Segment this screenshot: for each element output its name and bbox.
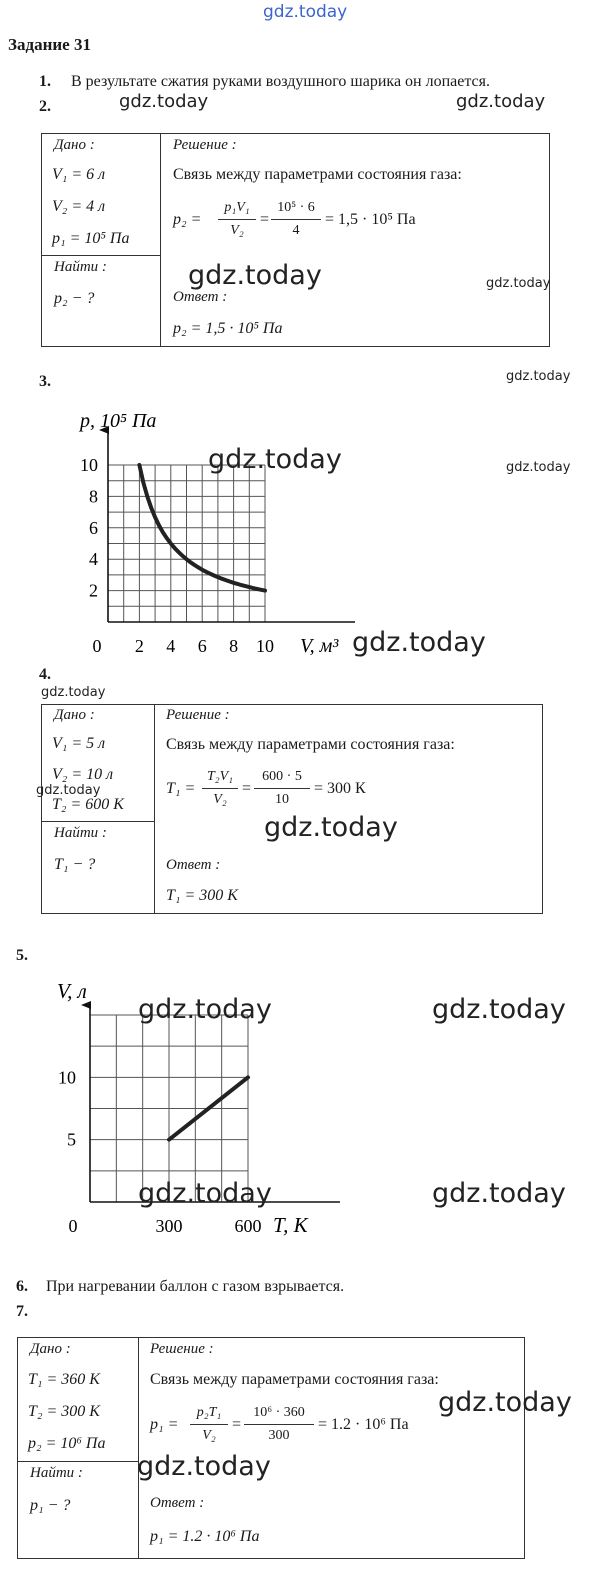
- q2-divider-h: [41, 255, 161, 256]
- watermark: gdz.today: [208, 444, 342, 475]
- watermark: gdz.today: [36, 783, 101, 798]
- q2-eq1: =: [260, 211, 270, 228]
- chart1-ylabel: p, 10⁵ Па: [80, 410, 157, 432]
- q4-find: T₁ − ?: [54, 856, 96, 873]
- q4-given-v1: V₁ = 5 л: [52, 735, 106, 752]
- watermark: gdz.today: [438, 1387, 572, 1418]
- q3-number: 3.: [39, 373, 51, 390]
- q2-solution-text: Связь между параметрами состояния газа:: [173, 166, 462, 183]
- q4-eq1: =: [242, 780, 252, 797]
- q2-frac2-num: 10⁵ · 6: [277, 200, 315, 215]
- q7-solution-label: Решение :: [150, 1341, 214, 1357]
- q7-find-label: Найти :: [30, 1465, 83, 1481]
- q7-frac1-num: p₂T₁: [196, 1405, 222, 1420]
- chart1-xtick-6: 6: [197, 636, 207, 656]
- q7-number: 7.: [16, 1303, 28, 1320]
- q2-answer-label: Ответ :: [173, 289, 228, 305]
- q4-frac2-bar: [254, 788, 310, 789]
- chart2-ytick-10: 10: [58, 1067, 76, 1088]
- q2-given-p1: p₁ = 10⁵ Па: [52, 230, 130, 247]
- q7-given-t2: T₂ = 300 К: [28, 1403, 100, 1420]
- q7-frac2-bar: [244, 1424, 314, 1425]
- q4-divider-h: [41, 821, 155, 822]
- q6-number: 6.: [16, 1278, 28, 1295]
- watermark: gdz.today: [41, 685, 106, 700]
- q4-result: = 300 К: [314, 780, 366, 797]
- q7-frac2-num: 10⁶ · 360: [253, 1405, 305, 1420]
- q2-frac2-den: 4: [292, 223, 300, 238]
- watermark: gdz.today: [188, 260, 322, 291]
- q1-text: В результате сжатия руками воздушного шарика он лопается.: [71, 73, 490, 90]
- q4-frac1-den: V₂: [213, 792, 227, 807]
- chart-pressure-volume: [0, 390, 390, 670]
- q4-divider-v: [154, 704, 155, 913]
- q7-given-t1: T₁ = 360 К: [28, 1371, 100, 1388]
- watermark: gdz.today: [264, 812, 398, 843]
- chart1-xtick-0: 0: [92, 636, 102, 656]
- chart2-xtick-600: 600: [234, 1216, 262, 1236]
- q4-find-label: Найти :: [54, 825, 107, 841]
- q1-number: 1.: [39, 73, 51, 90]
- chart2-xtick-300: 300: [155, 1216, 183, 1236]
- q4-given-v2: V₂ = 10 л: [52, 766, 114, 783]
- chart2-xlabel: T, К: [273, 1213, 308, 1237]
- q2-solution-label: Решение :: [173, 137, 237, 153]
- watermark: gdz.today: [486, 276, 551, 291]
- watermark: gdz.today: [432, 1178, 566, 1209]
- q2-result: = 1,5 · 10⁵ Па: [325, 211, 416, 228]
- q2-frac1-den: V₂: [230, 223, 244, 238]
- watermark: gdz.today: [432, 994, 566, 1025]
- chart1-xtick-10: 10: [256, 636, 274, 656]
- q4-given-label: Дано :: [54, 707, 95, 723]
- chart1-xtick-2: 2: [134, 636, 144, 656]
- q4-frac1-num: T₂V₁: [206, 769, 234, 784]
- q4-formula-lhs: T₁ =: [166, 780, 196, 797]
- q7-find: p₁ − ?: [30, 1497, 71, 1514]
- watermark: gdz.today: [137, 1451, 271, 1482]
- q7-frac1-den: V₂: [202, 1428, 216, 1443]
- watermark-top: gdz.today: [263, 2, 348, 22]
- q4-answer-label: Ответ :: [166, 857, 221, 873]
- q2-number: 2.: [39, 98, 51, 115]
- q2-frac1-num: p₁V₁: [224, 200, 250, 215]
- q7-given-p2: p₂ = 10⁶ Па: [28, 1435, 106, 1452]
- watermark: gdz.today: [506, 369, 571, 384]
- q2-divider-v: [160, 133, 161, 346]
- chart2-ytick-5: 5: [67, 1129, 76, 1150]
- q7-answer: p₁ = 1.2 · 10⁶ Па: [150, 1528, 260, 1545]
- chart1-ytick-2: 2: [89, 580, 98, 601]
- chart1-ytick-4: 4: [89, 549, 98, 570]
- q5-number: 5.: [16, 947, 28, 964]
- q7-result: = 1.2 · 10⁶ Па: [318, 1416, 409, 1433]
- q4-given-t2: T₂ = 600 К: [52, 796, 124, 813]
- watermark: gdz.today: [119, 91, 209, 112]
- watermark: gdz.today: [506, 460, 571, 475]
- q4-number: 4.: [39, 666, 51, 683]
- chart2-grid: [90, 1015, 248, 1202]
- q7-answer-label: Ответ :: [150, 1495, 205, 1511]
- q2-given-v2: V₂ = 4 л: [52, 198, 106, 215]
- q7-frac2-den: 300: [268, 1428, 290, 1443]
- q2-given-label: Дано :: [54, 137, 95, 153]
- chart1-grid: [108, 465, 265, 622]
- watermark: gdz.today: [352, 627, 486, 658]
- q7-eq1: =: [232, 1416, 242, 1433]
- chart1-xtick-4: 4: [166, 636, 176, 656]
- q7-given-label: Дано :: [30, 1341, 71, 1357]
- q7-solution-text: Связь между параметрами состояния газа:: [150, 1371, 439, 1388]
- q4-solution-text: Связь между параметрами состояния газа:: [166, 736, 455, 753]
- q4-frac1-bar: [202, 788, 238, 789]
- q2-answer: p₂ = 1,5 · 10⁵ Па: [173, 320, 283, 337]
- q6-text: При нагревании баллон с газом взрывается.: [46, 1278, 345, 1295]
- q2-frac1-bar: [218, 219, 256, 220]
- watermark: gdz.today: [456, 91, 546, 112]
- page-title: Задание 31: [8, 35, 91, 54]
- watermark: gdz.today: [138, 1178, 272, 1209]
- q2-frac2-bar: [271, 219, 321, 220]
- watermark: gdz.today: [138, 994, 272, 1025]
- chart1-xtick-8: 8: [229, 636, 239, 656]
- q7-formula-lhs: p₁ =: [150, 1416, 179, 1433]
- chart1-ytick-8: 8: [89, 486, 98, 507]
- q7-divider-v: [138, 1337, 139, 1558]
- q4-solution-label: Решение :: [166, 707, 230, 723]
- chart1-xlabel: V, м³: [300, 635, 339, 657]
- q7-frac1-bar: [190, 1424, 228, 1425]
- chart1-ytick-10: 10: [80, 455, 98, 475]
- chart2-xtick-0: 0: [68, 1216, 78, 1236]
- q7-divider-h: [17, 1461, 139, 1462]
- q2-formula-lhs: p₂ =: [173, 211, 202, 228]
- q4-frac2-den: 10: [275, 792, 289, 807]
- chart1-ytick-6: 6: [89, 517, 98, 538]
- q4-frac2-num: 600 · 5: [262, 769, 302, 784]
- chart2-ylabel: V, л: [57, 979, 87, 1003]
- q2-find-label: Найти :: [54, 259, 107, 275]
- q2-given-v1: V₁ = 6 л: [52, 166, 106, 183]
- q2-find: p₂ − ?: [54, 290, 95, 307]
- q4-answer: T₁ = 300 К: [166, 887, 238, 904]
